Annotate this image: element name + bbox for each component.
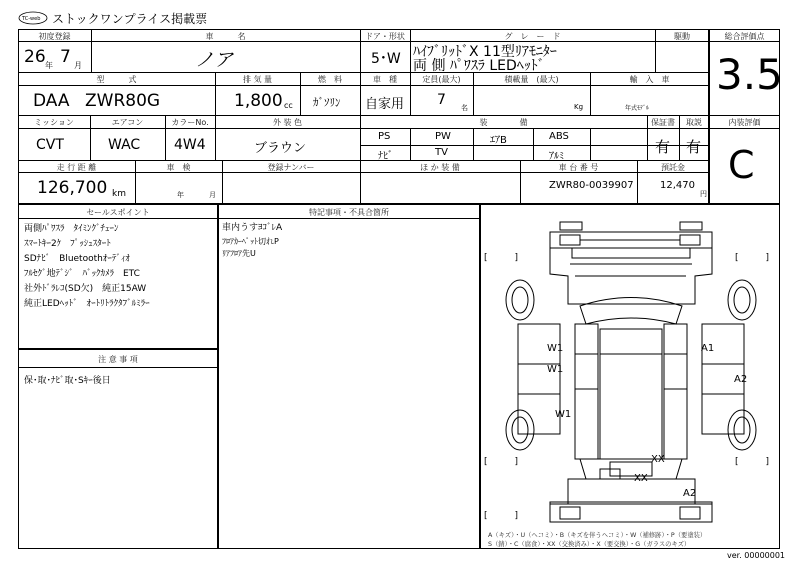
legend-line1: A（キズ）・U（ヘコミ）・B（キズを伴うヘコミ）・W（補修跡）・P（要塗装） bbox=[488, 532, 707, 539]
special-notes-list bbox=[222, 221, 282, 260]
model-code: ZWR80G bbox=[85, 91, 161, 111]
equipment-header: 装 備 bbox=[479, 118, 528, 127]
manual-header: 取説 bbox=[686, 118, 702, 127]
aircon-header: エアコン bbox=[111, 118, 144, 127]
displacement-unit: cc bbox=[284, 101, 293, 110]
logo bbox=[18, 10, 48, 24]
equip-nav: ﾅﾋﾞ bbox=[378, 151, 393, 162]
bracket: [ ] bbox=[735, 457, 770, 467]
sales-point: ｽﾏｰﾄｷｰ2ｹ ﾌﾟｯｼｭｽﾀｰﾄ bbox=[24, 239, 111, 249]
model-header: 型 式 bbox=[96, 75, 137, 84]
warranty-header: 保証書 bbox=[651, 118, 675, 127]
load-unit: Kg bbox=[574, 103, 584, 111]
first-reg-header: 初度登録 bbox=[38, 32, 71, 41]
category: 自家用 bbox=[365, 97, 405, 112]
sales-points-title: セールスポイント bbox=[86, 208, 150, 217]
reg-number-header: 登録ナンバー bbox=[267, 163, 315, 172]
inspection-year: 年 bbox=[177, 191, 184, 199]
logo-text: TC-web bbox=[22, 16, 41, 22]
category-header: 車 種 bbox=[373, 75, 397, 84]
damage-mark: A1 bbox=[701, 343, 715, 354]
capacity: 7 bbox=[437, 92, 446, 108]
mission: CVT bbox=[36, 137, 64, 153]
door-type: 5･W bbox=[371, 51, 401, 67]
page-title: ストックワンプライス掲載票 bbox=[52, 12, 208, 26]
inspection-month: 月 bbox=[209, 191, 216, 199]
sales-point: 社外ﾄﾞﾗﾚｺ(SD欠) 純正15AW bbox=[24, 284, 147, 294]
aircon: WAC bbox=[108, 137, 141, 153]
fuel: ｶﾞｿﾘﾝ bbox=[313, 96, 341, 109]
special-note: ﾘｱﾌﾛｱ先U bbox=[222, 249, 256, 258]
grade-header: グ レ ー ド bbox=[504, 32, 561, 41]
sales-points-list bbox=[24, 222, 150, 312]
deposit-header: 預託金 bbox=[661, 163, 685, 172]
legend-line2: S（錆）・C（腐食）・XX（交換済み）・X（要交換）・G（ガラスのキズ） bbox=[488, 541, 691, 548]
logo-icon bbox=[18, 11, 48, 25]
special-notes-title: 特記事項・不具合箇所 bbox=[309, 208, 389, 217]
grade-line2: 両 側 ﾊﾟﾜｽﾗ LEDﾍｯﾄﾞ bbox=[413, 58, 545, 74]
mileage-unit: km bbox=[112, 189, 126, 199]
damage-mark: W1 bbox=[555, 409, 572, 420]
fuel-header: 燃 料 bbox=[318, 75, 342, 84]
exterior-color-header: 外 装 色 bbox=[272, 118, 303, 127]
capacity-unit: 名 bbox=[461, 104, 468, 112]
bracket: [ ] bbox=[735, 253, 770, 263]
mileage-header: 走 行 距 離 bbox=[56, 163, 97, 172]
equip-tv: TV bbox=[435, 147, 448, 158]
mileage: 126,700 bbox=[37, 178, 108, 198]
import-header: 輸 入 車 bbox=[629, 75, 670, 84]
sales-point: ﾌﾙｾｸﾞ地ﾃﾞｼﾞ ﾊﾞｯｸｶﾒﾗ ETC bbox=[24, 269, 140, 279]
bracket: [ ] bbox=[484, 457, 519, 467]
color-no: 4W4 bbox=[174, 137, 206, 153]
overall-score-header: 総合評価点 bbox=[724, 32, 765, 41]
equip-alumi: ｱﾙﾐ bbox=[549, 151, 564, 162]
equip-ps: PS bbox=[378, 131, 391, 142]
reg-year: 26 bbox=[24, 47, 46, 67]
bracket: [ ] bbox=[484, 253, 519, 263]
overall-score: 3.5 bbox=[716, 50, 783, 99]
capacity-header: 定員(最大) bbox=[422, 75, 461, 84]
damage-mark: W1 bbox=[547, 343, 564, 354]
damage-mark: XX bbox=[651, 454, 665, 465]
equip-pw: PW bbox=[435, 131, 451, 142]
version-label: ver. 00000001 bbox=[727, 551, 786, 560]
equip-airbag: ｴｱB bbox=[490, 135, 507, 146]
damage-mark: XX bbox=[634, 473, 648, 484]
other-equipment-header: ほ か 装 備 bbox=[420, 163, 460, 172]
sales-point: 純正LEDﾍｯﾄﾞ ｵｰﾄﾘﾄﾗｸﾀﾌﾞﾙﾐﾗｰ bbox=[24, 299, 150, 309]
model-prefix: DAA bbox=[33, 91, 70, 111]
mission-header: ミッション bbox=[34, 118, 74, 127]
warranty: 有 bbox=[655, 138, 671, 156]
car-name-header: 車 名 bbox=[205, 32, 246, 41]
deposit-unit: 円 bbox=[700, 190, 707, 198]
note-item: 保･取･ﾅﾋﾞ取･Sｷｰ後日 bbox=[24, 376, 111, 386]
damage-mark: W1 bbox=[547, 364, 564, 375]
equip-abs: ABS bbox=[549, 131, 569, 142]
displacement: 1,800 bbox=[234, 91, 283, 111]
interior-score: C bbox=[728, 143, 755, 187]
damage-mark: A2 bbox=[734, 374, 748, 385]
import-year-label: 年式ﾓﾃﾞﾙ bbox=[625, 105, 650, 112]
reg-month: 7 bbox=[60, 47, 71, 67]
sales-point: SDﾅﾋﾞ Bluetoothｵｰﾃﾞｨｵ bbox=[24, 254, 130, 264]
chassis-header: 車 台 番 号 bbox=[558, 163, 599, 172]
door-type-header: ドア・形状 bbox=[365, 32, 405, 41]
manual: 有 bbox=[686, 138, 702, 156]
grade-line1: ﾊｲﾌﾞﾘｯﾄﾞX 11型ﾘｱﾓﾆﾀｰ bbox=[413, 44, 557, 60]
color-no-header: カラーNo. bbox=[171, 118, 209, 127]
load-header: 積載量 (最大) bbox=[504, 75, 559, 84]
special-note: 車内うすﾖｺﾞﾚA bbox=[222, 223, 283, 233]
car-name: ノア bbox=[195, 49, 234, 71]
interior-score-header: 内装評価 bbox=[728, 118, 761, 127]
reg-month-unit: 月 bbox=[74, 61, 82, 70]
chassis-no: ZWR80-0039907 bbox=[549, 180, 634, 191]
sales-point: 両側ﾊﾟﾜｽﾗ ﾀｲﾐﾝｸﾞﾁｪｰﾝ bbox=[24, 224, 119, 234]
reg-year-unit: 年 bbox=[45, 61, 53, 70]
car-damage-diagram bbox=[480, 204, 780, 549]
displacement-header: 排 気 量 bbox=[242, 75, 273, 84]
exterior-color: ブラウン bbox=[254, 141, 307, 156]
damage-mark: A2 bbox=[683, 488, 697, 499]
inspection-header: 車 検 bbox=[166, 163, 191, 172]
special-note: ﾌﾛｱｶｰﾍﾟｯﾄ切れP bbox=[222, 237, 279, 246]
drive-header: 駆動 bbox=[674, 32, 690, 41]
deposit: 12,470 bbox=[660, 180, 695, 191]
notes-title: 注 意 事 項 bbox=[98, 355, 138, 364]
bracket: [ ] bbox=[484, 511, 519, 521]
